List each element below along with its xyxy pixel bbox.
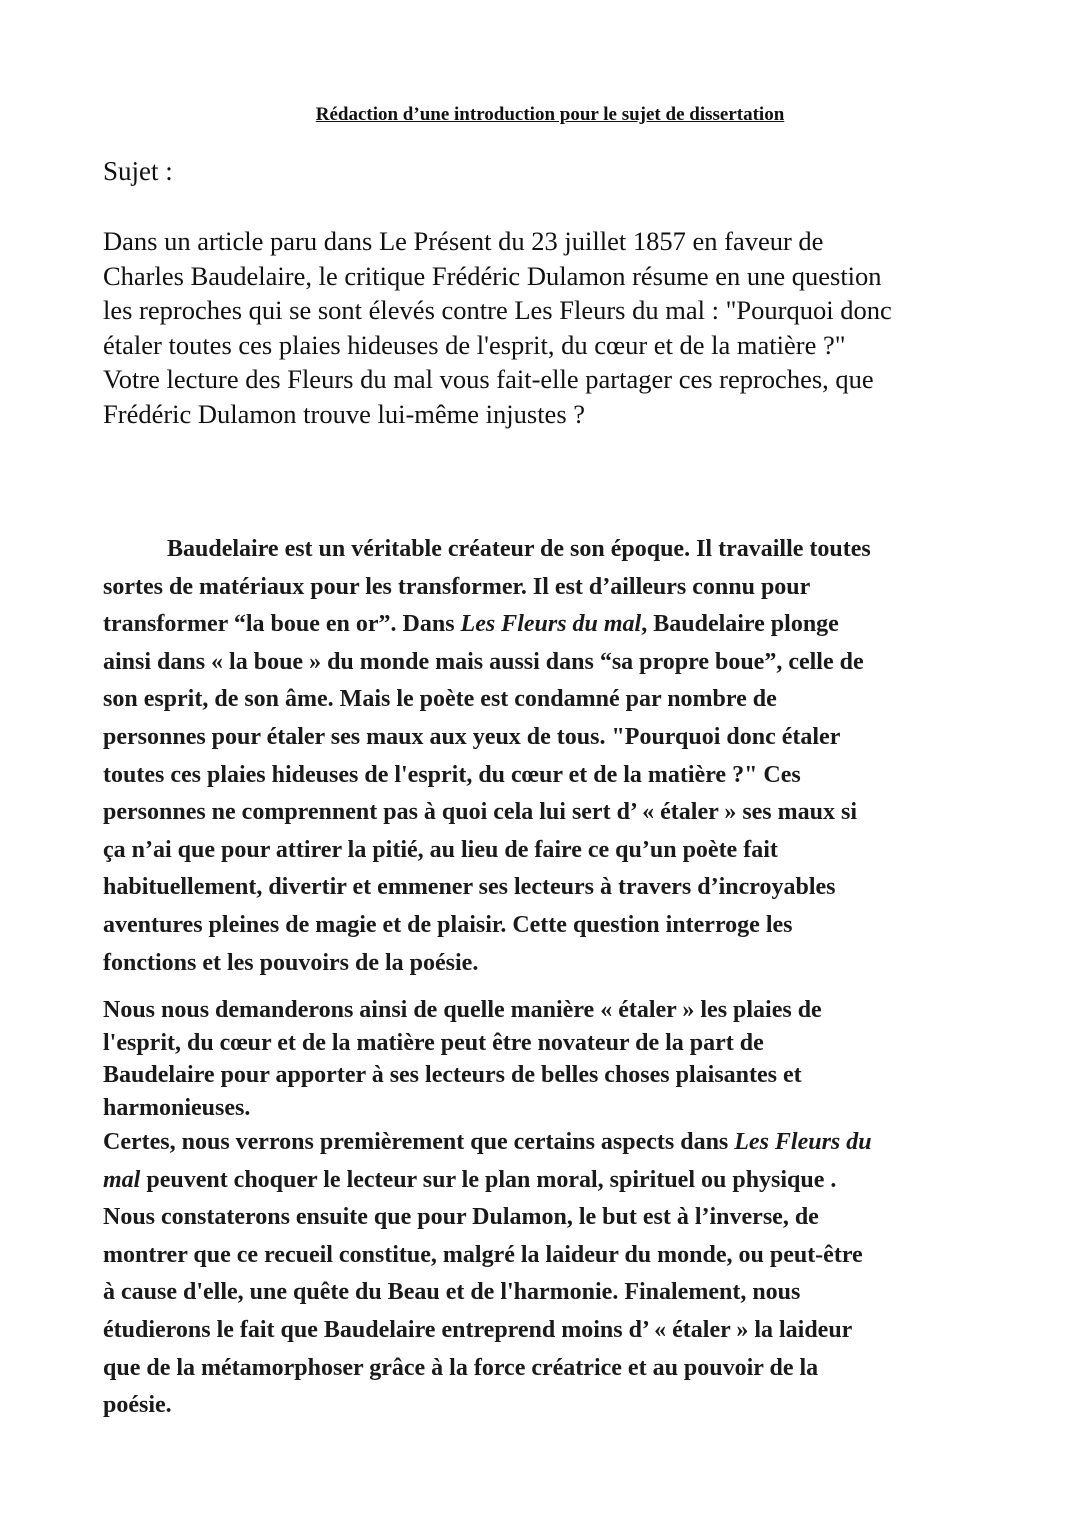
introduction-paragraph-1 (103, 531, 988, 982)
plan-paragraph (103, 1124, 988, 1425)
book-title-italic: Les Fleurs du mal (460, 611, 642, 638)
paragraph-1-text-b: , Baudelaire plonge ainsi dans « la boue » du monde mais aussi dans “sa propre boue”, celle de son esprit, de son âme. Mais le poète est condamné par nombre de personnes pour étaler ses maux aux yeux de tous. "Pourquoi donc étaler toutes ces plaies hideuses de l'esprit, du cœur et de la matière ?" Ces personnes ne comprennent pas à quoi cela lui sert d’ « étaler » ses maux si ça n’ai que pour attirer la pitié, au lieu de faire ce qu’un poète fait habituellement, divertir et emmener ses lecteurs à travers d’incroyables aventures pleines de magie et de plaisir. Cette question interroge les fonctions et les pouvoirs de la poésie. (103, 611, 864, 976)
subject-label: Sujet : (103, 156, 173, 186)
problematic-paragraph: Nous nous demanderons ainsi de quelle manière « étaler » les plaies de l'esprit, du cœur et de la matière peut être novateur de la part de Baudelaire pour apporter à ses lecteurs de belles choses plaisantes et harmonieuses. (103, 997, 822, 1121)
paragraph-3-text-a: Certes, nous verrons premièrement que certains aspects dans (103, 1129, 735, 1155)
subject-text: Dans un article paru dans Le Présent du 23 juillet 1857 en faveur de Charles Baudelaire, le critique Frédéric Dulamon résume en une question les reproches qui se sont élevés contre Les Fleurs du mal : "Pourquoi donc étaler toutes ces plaies hideuses de l'esprit, du cœur et de la matière ?" Votre lecture des Fleurs du mal vous fait-elle partager ces reproches, que Frédéric Dulamon trouve lui-même injustes ? (103, 226, 892, 429)
book-title-italic: Les Fleurs du mal (103, 1129, 872, 1193)
paragraph-1-text-a: Baudelaire est un véritable créateur de son époque. Il travaille toutes sortes de matériaux pour les transformer. Il est d’ailleurs connu pour transformer “la boue en or”. Dans (103, 536, 871, 638)
page-title: Rédaction d’une introduction pour le sujet de dissertation (315, 104, 785, 125)
paragraph-3-text-b: peuvent choquer le lecteur sur le plan moral, spirituel ou physique . Nous constaterons ensuite que pour Dulamon, le but est à l’inverse, de montrer que ce recueil constitue, malgré la laideur du monde, ou peut-être à cause d'elle, une quête du Beau et de l'harmonie. Finalement, nous étudierons le fait que Baudelaire entreprend moins d’ « étaler » la laideur que de la métamorphoser grâce à la force créatrice et au pouvoir de la poésie. (103, 1166, 863, 1419)
